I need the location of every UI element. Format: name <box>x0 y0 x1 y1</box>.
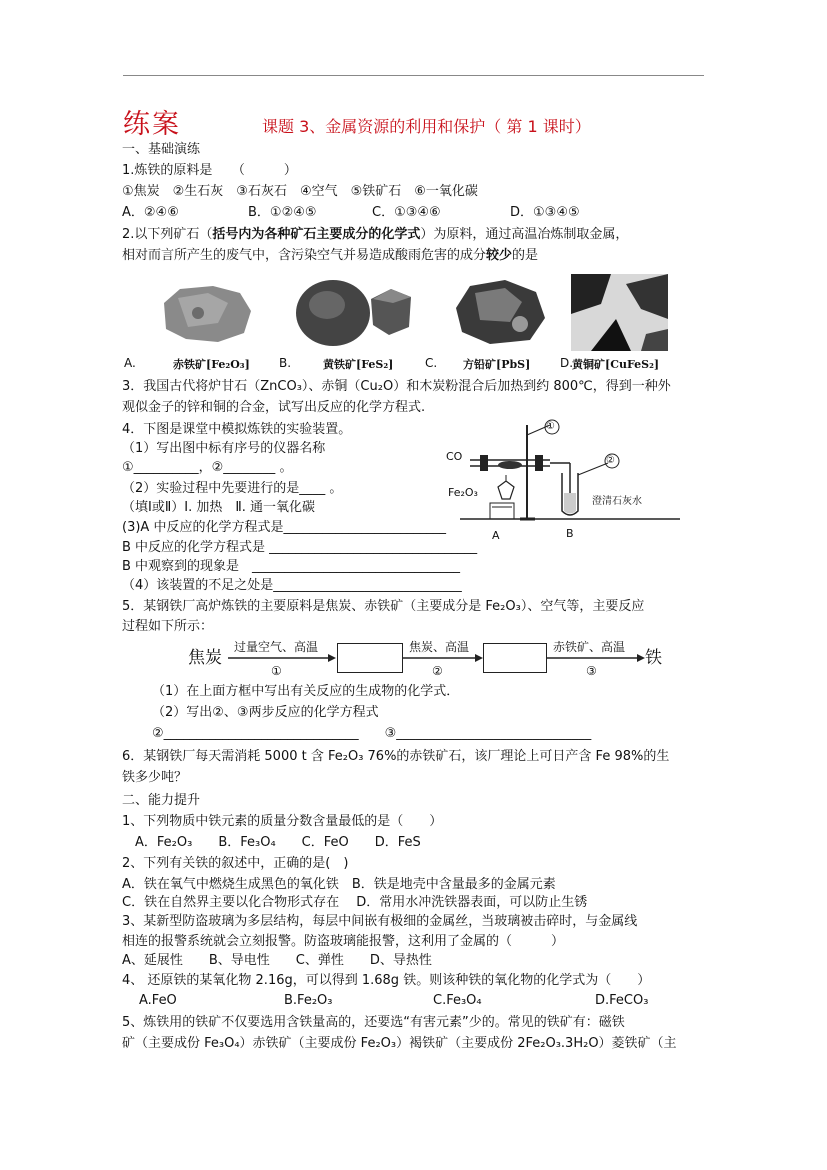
chalcopyrite-photo <box>571 274 668 351</box>
apparatus-mark-2: ② <box>606 455 615 466</box>
q6-line2: 铁多少吨？ <box>122 770 188 785</box>
apparatus-label-b: B <box>566 527 574 540</box>
p3-line1: 3、某新型防盗玻璃为多层结构，每层中间嵌有极细的金属丝，当玻璃被击碎时，与金属线 <box>122 914 638 929</box>
flow-start: 焦炭 <box>188 648 222 668</box>
p3-options: A、延展性 B、导电性 C、弹性 D、导热性 <box>122 953 432 968</box>
q6-line1: 6．某钢铁厂每天需消耗 5000 t 含 Fe₂O₃ 76%的赤铁矿石，该厂理论上可日产含 Fe 98%的生 <box>122 749 670 764</box>
ironmaking-apparatus-diagram <box>440 415 690 545</box>
flow-arrow-3 <box>547 653 645 663</box>
p3-line2: 相连的报警系统就会立刻报警。防盗玻璃能报警，这利用了金属的（ ） <box>122 934 565 949</box>
q3-line2: 观似金子的锌和铜的合金，试写出反应的化学方程式. <box>122 400 426 415</box>
apparatus-co-label: CO <box>446 450 463 463</box>
mineral-b-name: 黄铁矿[FeS₂] <box>323 358 394 371</box>
q5-line2: 过程如下所示： <box>122 619 214 634</box>
mineral-c-letter: C. <box>425 356 438 370</box>
q2-line1: 2.以下列矿石（括号内为各种矿石主要成分的化学式）为原料，通过高温冶炼制取金属， <box>122 227 629 242</box>
q5-part2: （2）写出②、③两步反应的化学方程式 <box>152 705 379 720</box>
p2-options-cd: C．铁在自然界主要以化合物形式存在 D．常用水冲洗铁器表面，可以防止生锈 <box>122 895 588 910</box>
p4-option-b: B.Fe₂O₃ <box>284 993 333 1008</box>
apparatus-limewater-label: 澄清石灰水 <box>592 496 642 507</box>
q1-items: ①焦炭 ②生石灰 ③石灰石 ④空气 ⑤铁矿石 ⑥一氧化碳 <box>122 184 478 199</box>
flow-answer-box-1[interactable] <box>337 643 403 673</box>
p1-options: A．Fe₂O₃ B．Fe₃O₄ C．FeO D．FeS <box>122 835 421 850</box>
q4-part4: （4）该装置的不足之处是_____________________________ <box>122 578 462 593</box>
lesson-subtitle: 课题 3、金属资源的利用和保护（ 第 1 课时） <box>262 117 591 136</box>
p4-option-c: C.Fe₃O₄ <box>433 993 482 1008</box>
top-rule <box>123 75 704 76</box>
flow-step1-number: ① <box>271 664 282 678</box>
q4-part1: （1）写出图中标有序号的仪器名称 <box>122 441 326 456</box>
hematite-photo <box>158 283 254 345</box>
flow-step3-condition: 赤铁矿、高温 <box>553 640 626 654</box>
p4-option-d: D.FeCO₃ <box>595 993 649 1008</box>
apparatus-mark-1: ① <box>546 421 555 432</box>
pyrite-photo <box>293 277 418 347</box>
mineral-d-name: 黄铜矿[CuFeS₂] <box>572 358 660 371</box>
page-title: 练案 <box>123 109 181 140</box>
q4-part1-blanks: ①__________，②________ 。 <box>122 460 293 475</box>
flow-step1-condition: 过量空气、高温 <box>234 640 319 654</box>
q2-line2: 相对而言所产生的废气中，含污染空气并易造成酸雨危害的成分较少的是 <box>122 248 539 263</box>
q1-stem: 1.炼铁的原料是 （ ） <box>122 163 297 178</box>
mineral-a-letter: A. <box>124 356 136 370</box>
section-basic: 一、基础演练 <box>122 142 201 157</box>
q3-line1: 3．我国古代将炉甘石（ZnCO₃）、赤铜（Cu₂O）和木炭粉混合后加热到约 800℃，得到一种外 <box>122 379 671 394</box>
q4-b-equation: B 中反应的化学方程式是 ________________________________ <box>122 540 478 555</box>
flow-step2-number: ② <box>432 664 443 678</box>
q5-line1: 5．某钢铁厂高炉炼铁的主要原料是焦炭、赤铁矿（主要成分是 Fe₂O₃）、空气等，主要反应 <box>122 599 645 614</box>
flow-end: 铁 <box>645 648 662 668</box>
q4-part3: (3)A 中反应的化学方程式是_________________________ <box>122 520 446 535</box>
p5-line1: 5、炼铁用的铁矿不仅要选用含铁量高的，还要选“有害元素”少的。常见的铁矿有：磁铁 <box>122 1015 625 1030</box>
q1-option-d: D．①③④⑤ <box>510 205 580 220</box>
p4-stem: 4、 还原铁的某氧化物 2.16g，可以得到 1.68g 铁。则该种铁的氧化物的化学式为（ ） <box>122 973 651 988</box>
p2-stem: 2、下列有关铁的叙述中，正确的是( ) <box>122 856 349 871</box>
p2-options-ab: A．铁在氧气中燃烧生成黑色的氧化铁 B．铁是地壳中含量最多的金属元素 <box>122 877 556 892</box>
q4-stem: 4．下图是课堂中模拟炼铁的实验装置。 <box>122 422 352 437</box>
flow-arrow-1 <box>228 653 336 663</box>
flow-arrow-2 <box>403 653 483 663</box>
q1-option-a: A．②④⑥ <box>122 205 179 220</box>
q5-part2-blanks: ②______________________________ ③______________________________ <box>152 726 592 741</box>
mineral-a-name: 赤铁矿[Fe₂O₃] <box>173 358 250 371</box>
apparatus-label-a: A <box>492 529 500 542</box>
mineral-d-letter: D. <box>560 356 574 370</box>
mineral-b-letter: B. <box>279 356 292 370</box>
p5-line2: 矿（主要成份 Fe₃O₄）赤铁矿（主要成份 Fe₂O₃）褐铁矿（主要成份 2Fe₂O₃.3H₂O）菱铁矿（主 <box>122 1036 677 1051</box>
galena-photo <box>450 278 548 346</box>
section-advanced: 二、能力提升 <box>122 793 201 808</box>
q1-option-b: B．①②④⑤ <box>248 205 317 220</box>
apparatus-fe2o3-label: Fe₂O₃ <box>448 486 478 499</box>
p4-option-a: A.FeO <box>139 993 177 1008</box>
q1-option-c: C．①③④⑥ <box>372 205 441 220</box>
q5-part1: （1）在上面方框中写出有关反应的生成物的化学式． <box>152 684 460 699</box>
q4-b-observation: B 中观察到的现象是 ________________________________ <box>122 559 461 574</box>
flow-step2-condition: 焦炭、高温 <box>409 640 470 654</box>
q4-part2-choices: （填Ⅰ或Ⅱ）Ⅰ. 加热 Ⅱ. 通一氧化碳 <box>122 500 315 515</box>
mineral-c-name: 方铅矿[PbS] <box>463 358 531 371</box>
flow-answer-box-2[interactable] <box>483 643 547 673</box>
flow-step3-number: ③ <box>586 664 597 678</box>
q4-part2: （2）实验过程中先要进行的是____ 。 <box>122 481 343 496</box>
p1-stem: 1、下列物质中铁元素的质量分数含量最低的是（ ） <box>122 814 443 829</box>
